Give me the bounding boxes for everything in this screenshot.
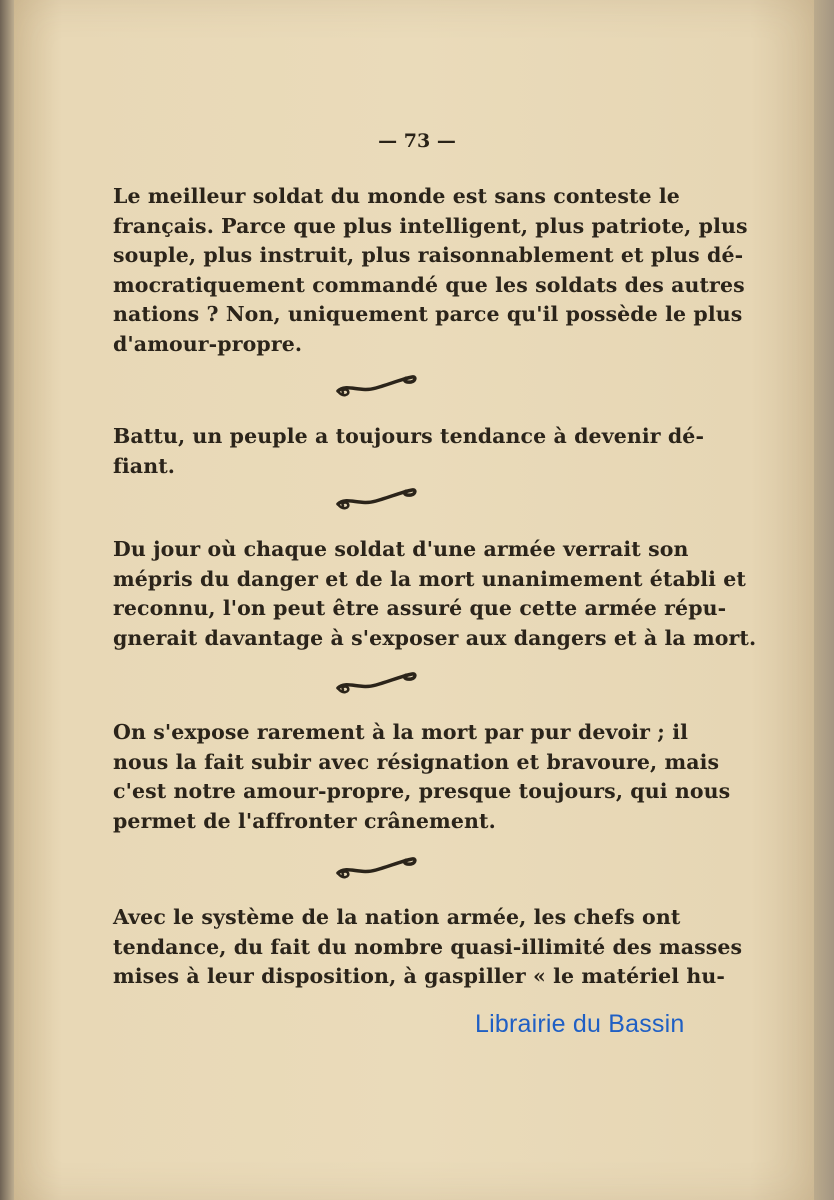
text-line: tendance, du fait du nombre quasi-illimité des masses (113, 934, 743, 959)
text-line: mépris du danger et de la mort unanimement établi et (113, 566, 747, 591)
paragraph-3 (113, 535, 757, 653)
paragraph-1 (113, 182, 748, 359)
text-line: français. Parce que plus intelligent, plus patriote, plus (113, 213, 748, 238)
text-line: On s'expose rarement à la mort par pur devoir ; il (113, 720, 688, 744)
text-line: Battu, un peuple a toujours tendance à devenir dé- (113, 424, 705, 448)
text-line: nous la fait subir avec résignation et bravoure, mais (113, 749, 720, 774)
text-line: Le meilleur soldat du monde est sans conteste le (113, 184, 680, 208)
paragraph-5 (113, 903, 743, 992)
page-number: — 73 — (378, 130, 456, 152)
text-line: souple, plus instruit, plus raisonnablement et plus dé- (113, 243, 744, 267)
text-line: nations ? Non, uniquement parce qu'il possède le plus (113, 302, 743, 326)
ornament-divider (332, 484, 418, 514)
text-line: permet de l'affronter crânement. (113, 808, 496, 833)
text-line: mises à leur disposition, à gaspiller « le matériel hu- (113, 964, 725, 988)
text-line: c'est notre amour-propre, presque toujours, qui nous (113, 779, 731, 803)
paragraph-2 (113, 422, 705, 481)
text-line: reconnu, l'on peut être assuré que cette armée répu- (113, 596, 727, 620)
text-line: fiant. (113, 453, 175, 478)
watermark: Librairie du Bassin (475, 1010, 685, 1038)
text-line: d'amour-propre. (113, 331, 303, 356)
text-line: gnerait davantage à s'exposer aux dangers et à la mort. (113, 625, 757, 650)
text-line: Du jour où chaque soldat d'une armée verrait son (113, 537, 689, 561)
text-line: mocratiquement commandé que les soldats des autres (113, 272, 745, 297)
ornament-divider (332, 668, 418, 698)
ornament-divider (332, 853, 418, 883)
text-line: Avec le système de la nation armée, les chefs ont (113, 905, 681, 929)
ornament-divider (332, 371, 418, 401)
paragraph-4 (113, 718, 731, 836)
